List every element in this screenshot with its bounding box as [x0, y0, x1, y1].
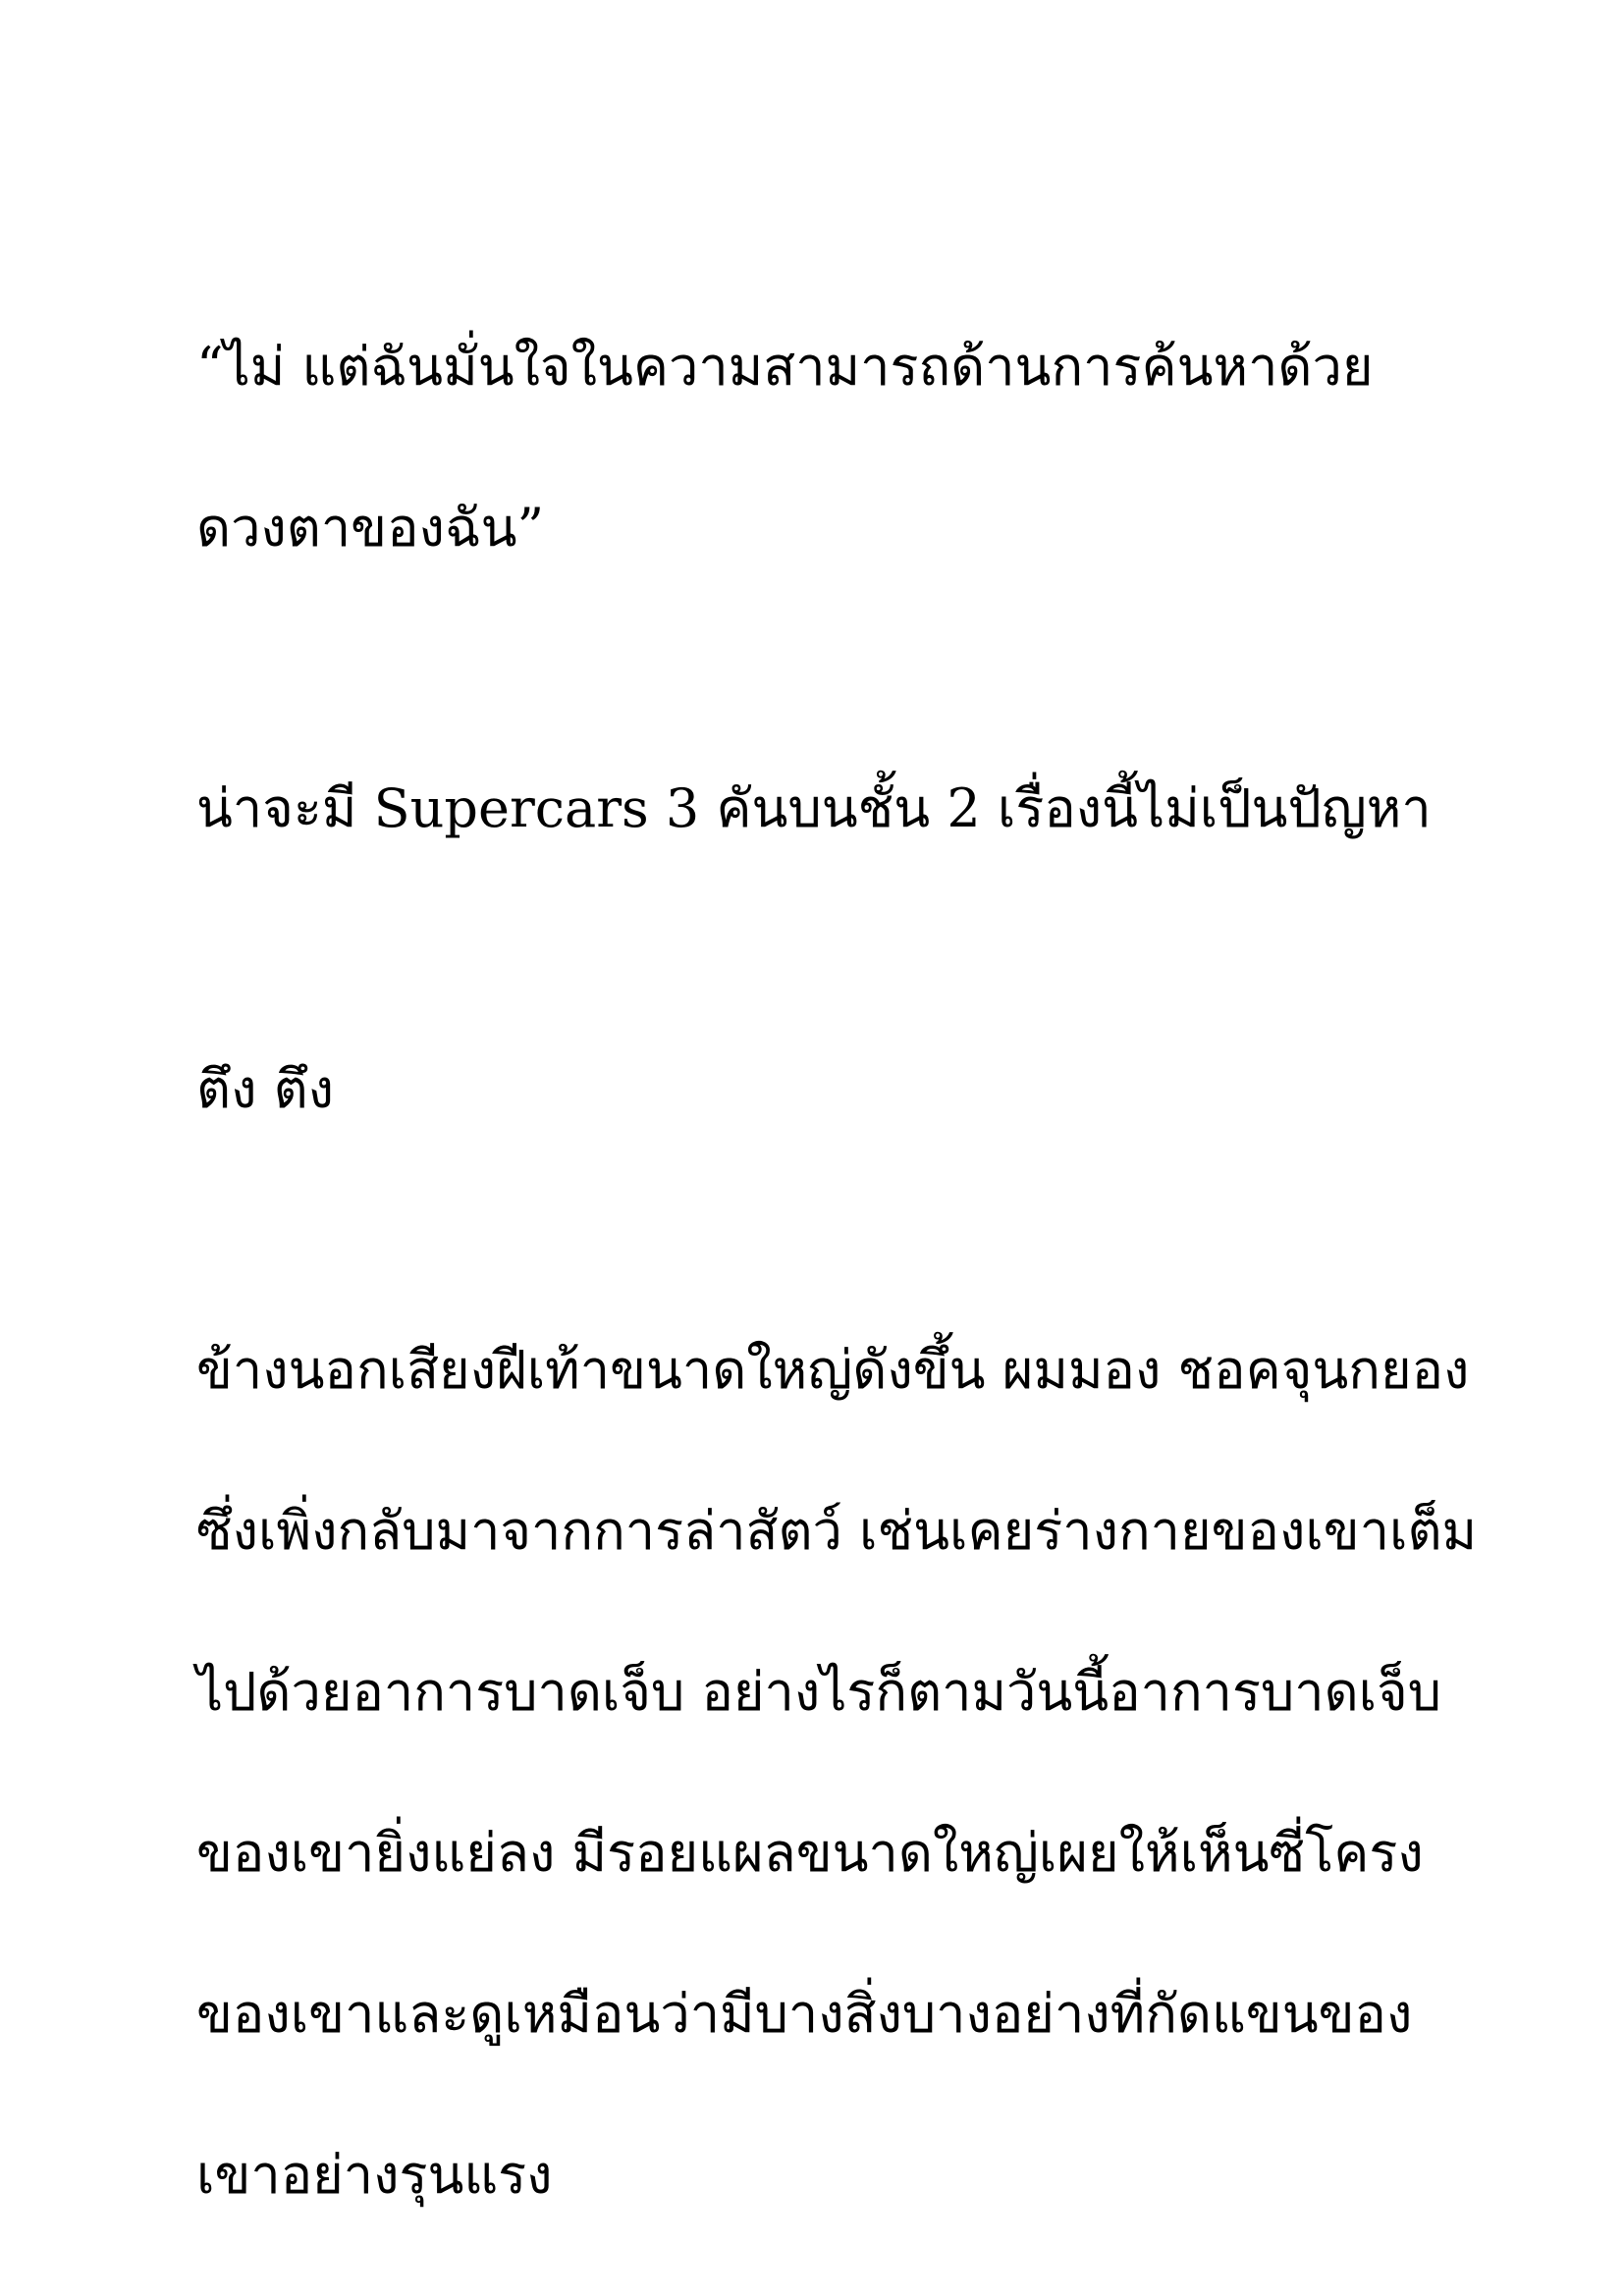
text-line: ข้างนอกเสียงฝีเท้าขนาดใหญ่ดังขึ้น ผมมอง ชอคจุนกยอง: [196, 1339, 1470, 1401]
text-line: ดวงตาของฉัน”: [196, 497, 545, 559]
text-line: เขาอย่างรุนแรง: [196, 2144, 553, 2206]
text-line: ซึ่งเพิ่งกลับมาจากการล่าสัตว์ เช่นเคยร่างกายของเขาเต็ม: [196, 1500, 1478, 1562]
text-line: “ไม่ แต่ฉันมั่นใจในความสามารถด้านการค้นหาด้วย: [196, 336, 1374, 398]
text-line: ไปด้วยอาการบาดเจ็บ อย่างไรก็ตามวันนี้อาการบาดเจ็บ: [196, 1661, 1442, 1723]
text-line: ตึง ตึง: [196, 1058, 335, 1120]
text-line: น่าจะมี Supercars 3 คันบนชั้น 2 เรื่องนี้ไม่เป็นปัญหา: [196, 777, 1432, 839]
text-line: ของเขาและดูเหมือนว่ามีบางสิ่งบางอย่างที่กัดแขนของ: [196, 1983, 1413, 2045]
text-line: ของเขายิ่งแย่ลง มีรอยแผลขนาดใหญ่เผยให้เห็นซี่โครง: [196, 1822, 1424, 1884]
